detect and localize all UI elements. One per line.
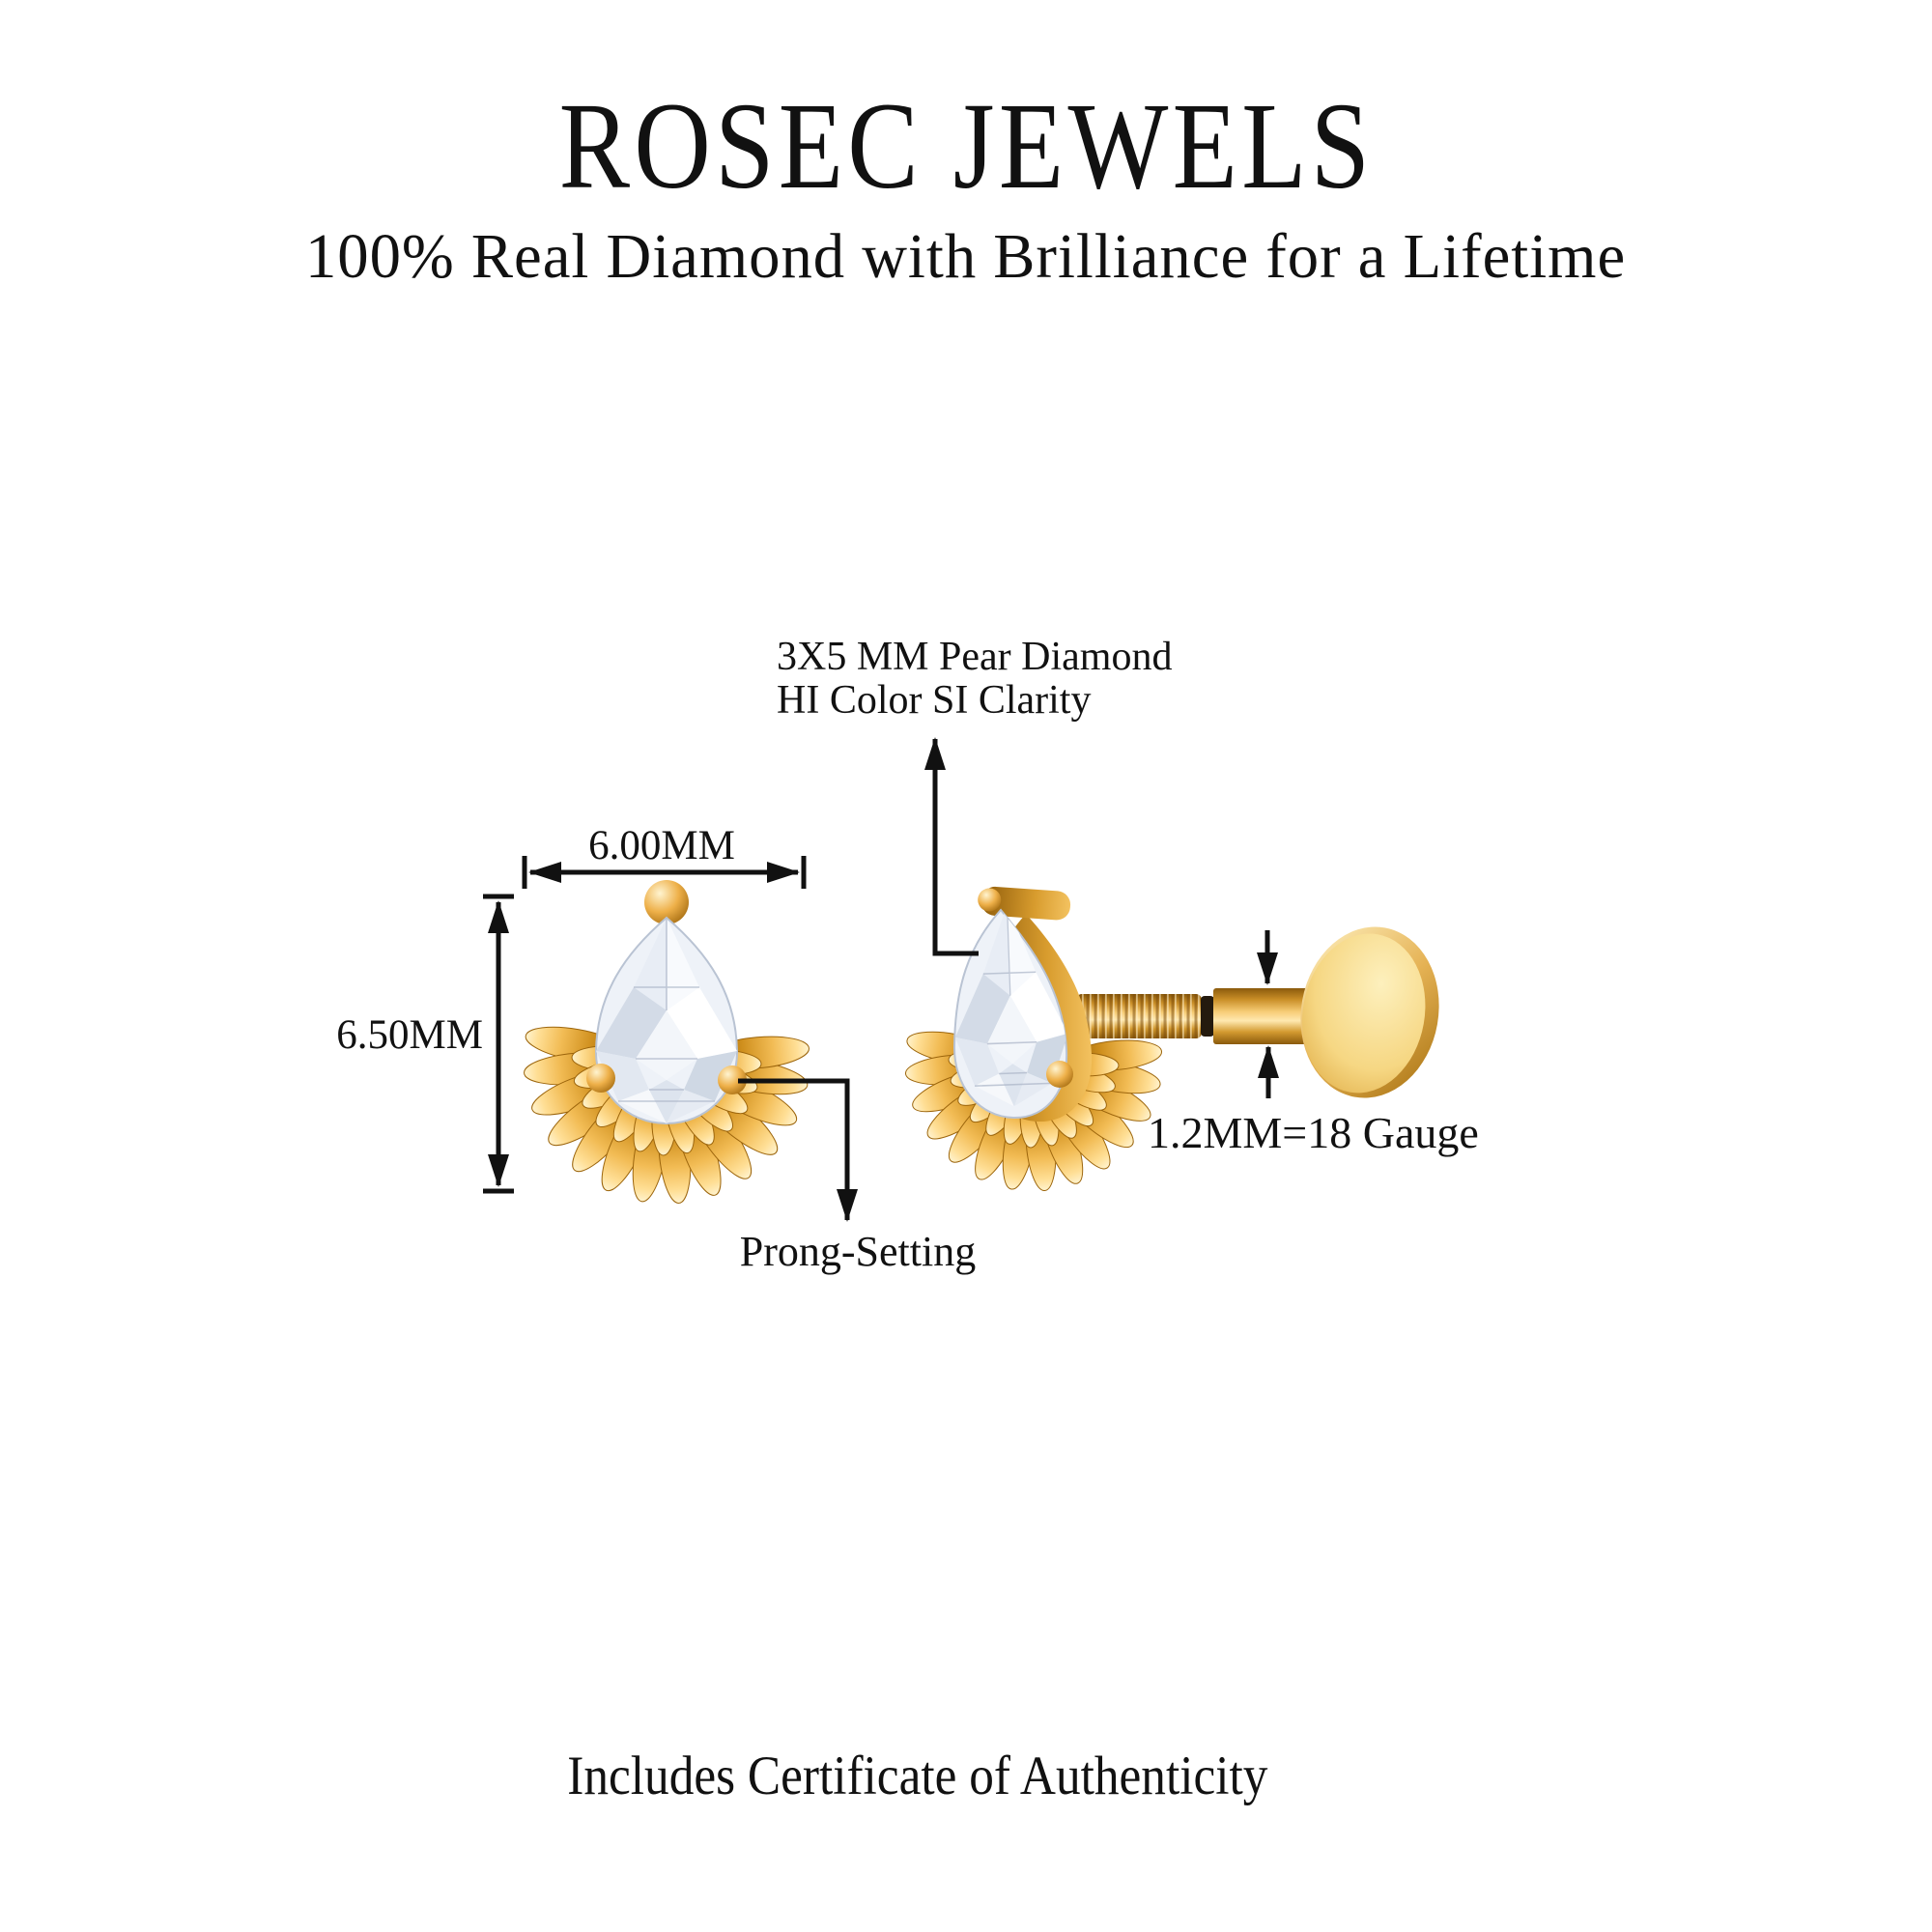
width-dimension-label: 6.00MM bbox=[588, 823, 735, 868]
brand-tagline-text: 100% Real Diamond with Brilliance for a Lifetime bbox=[305, 221, 1627, 292]
brand-title-text: ROSEC JEWELS bbox=[558, 77, 1374, 214]
top-claw-bar bbox=[977, 886, 1071, 922]
right-prong-ball bbox=[1046, 1061, 1073, 1088]
diamond-spec-line2: HI Color SI Clarity bbox=[777, 678, 1092, 723]
diamond-label-leader-line bbox=[935, 739, 979, 953]
diamond-spec-line1: 3X5 MM Pear Diamond bbox=[777, 635, 1173, 679]
left-earring-front-view bbox=[523, 880, 810, 1205]
threaded-post bbox=[1076, 994, 1202, 1038]
height-dimension-line bbox=[483, 896, 514, 1191]
prong-setting-label: Prong-Setting bbox=[739, 1228, 977, 1275]
labret-disc-back bbox=[1288, 916, 1453, 1109]
left-pear-diamond bbox=[596, 918, 737, 1123]
smooth-post bbox=[1213, 988, 1316, 1044]
certificate-note bbox=[0, 1745, 1932, 1807]
certificate-note-text: Includes Certificate of Authenticity bbox=[567, 1746, 1268, 1806]
diamond-spec-label bbox=[777, 636, 1172, 723]
height-dimension-label: 6.50MM bbox=[336, 1012, 483, 1058]
post-o-ring bbox=[1201, 996, 1214, 1037]
gauge-label: 1.2MM=18 Gauge bbox=[1148, 1108, 1479, 1157]
left-prong-ball bbox=[586, 1064, 615, 1093]
